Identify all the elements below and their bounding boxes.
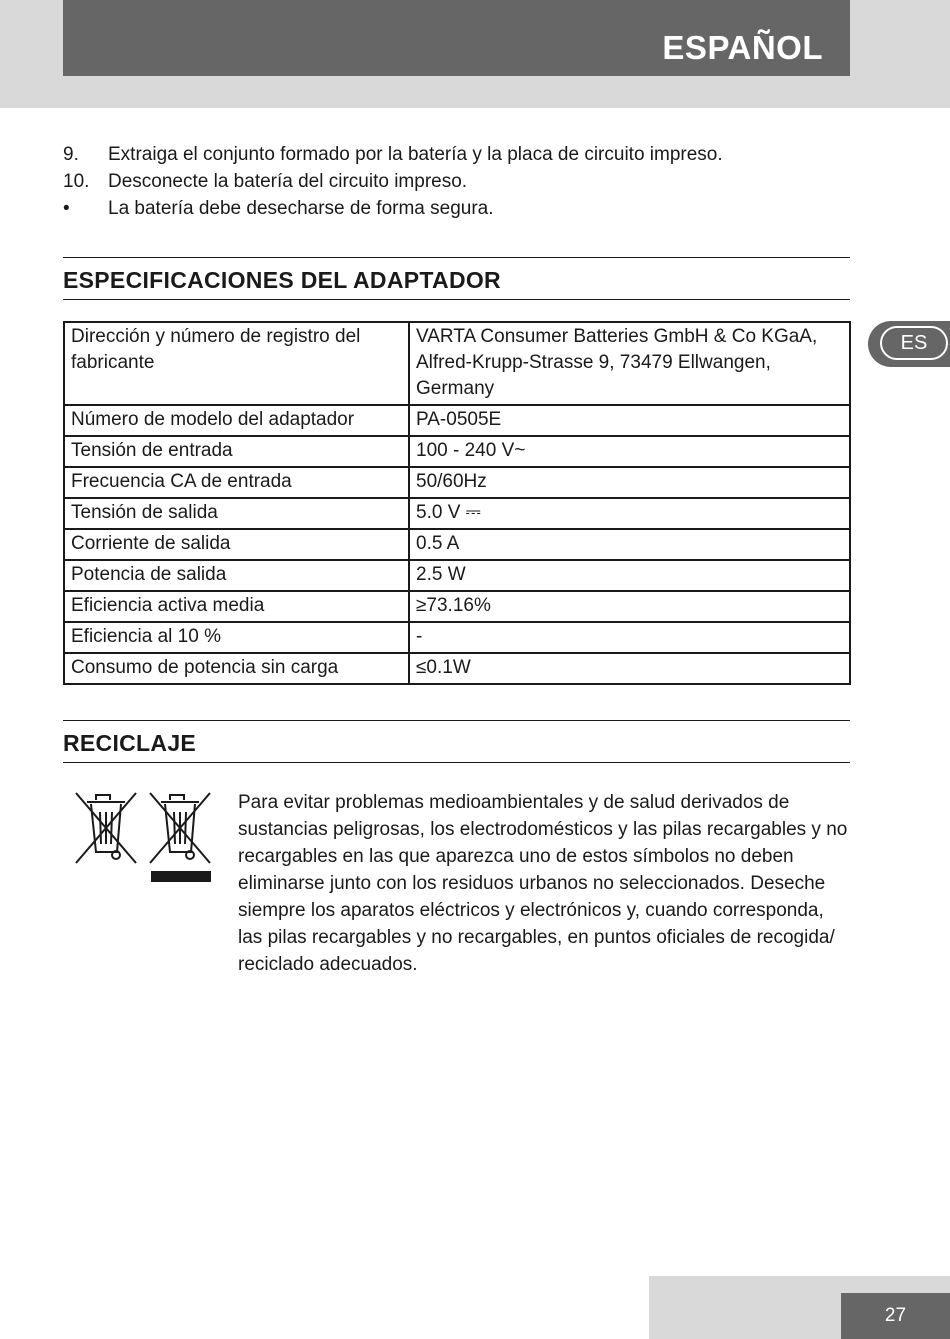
step-text: Extraiga el conjunto formado por la batería y la placa de circuito impreso. [108,143,723,165]
section-rule-top [63,257,850,258]
table-cell-value: PA-0505E [409,405,850,436]
language-badge: ES [880,326,948,360]
crossed-bin-with-bar-icon [145,790,215,884]
table-cell-label: Tensión de entrada [64,436,409,467]
page-number-box [841,1293,950,1339]
table-row [64,529,850,560]
table-cell-value: - [409,622,850,653]
table-cell-label: Eficiencia activa media [64,591,409,622]
step-marker: 9. [63,143,79,165]
table-cell-label: Dirección y número de registro del fabricante [64,322,409,405]
list-item [63,195,850,222]
table-cell-label: Eficiencia al 10 % [64,622,409,653]
table-cell-value: ≥73.16% [409,591,850,622]
table-cell-value: 5.0 V ⎓ [409,498,850,529]
table-row [64,498,850,529]
list-item [63,168,850,195]
list-item [63,141,850,168]
table-cell-label: Número de modelo del adaptador [64,405,409,436]
table-cell-value: ≤0.1W [409,653,850,684]
language-side-tab [868,321,950,367]
table-cell-value: VARTA Consumer Batteries GmbH & Co KGaA, Alfred-Krupp-Strasse 9, 73479 Ellwangen, Germany [409,322,850,405]
table-cell-value: 2.5 W [409,560,850,591]
table-cell-label: Tensión de salida [64,498,409,529]
step-text: Desconecte la batería del circuito impreso. [108,170,468,192]
table-cell-value: 50/60Hz [409,467,850,498]
table-row [64,560,850,591]
page-number: 27 [884,1305,907,1326]
table-cell-value: 0.5 A [409,529,850,560]
table-row [64,405,850,436]
recycling-section-title: RECICLAJE [63,730,197,756]
step-text: La batería debe desecharse de forma segura. [108,197,494,219]
step-marker: 10. [63,170,90,192]
table-row [64,322,850,405]
recycling-text: Para evitar problemas medioambientales y de salud derivados de sustancias peligrosas, los electrodomésticos y las pilas recargables y no recargables en las que aparezca uno de estos símbolos no deben eliminarse junto con los residuos urbanos no seleccionados. Deseche siempre los aparatos eléctricos y electrónicos y, cuando corresponda, las pilas recargables y no recargables, en puntos oficiales de recogida/ reciclado adecuados. [238,792,848,975]
adapter-spec-table [63,321,851,685]
language-title: ESPAÑOL [662,29,823,66]
table-cell-label: Consumo de potencia sin carga [64,653,409,684]
table-row [64,436,850,467]
table-cell-label: Frecuencia CA de entrada [64,467,409,498]
step-marker: • [63,197,70,219]
table-row [64,653,850,684]
table-row [64,622,850,653]
section-rule-bottom [63,299,850,300]
table-cell-value: 100 - 240 V~ [409,436,850,467]
table-cell-label: Corriente de salida [64,529,409,560]
table-row [64,591,850,622]
table-row [64,467,850,498]
adapter-section-title: ESPECIFICACIONES DEL ADAPTADOR [63,267,501,293]
language-header [63,0,850,76]
section-rule-bottom [63,762,850,763]
steps-list [63,141,850,222]
table-cell-label: Potencia de salida [64,560,409,591]
section-rule-top [63,720,850,721]
